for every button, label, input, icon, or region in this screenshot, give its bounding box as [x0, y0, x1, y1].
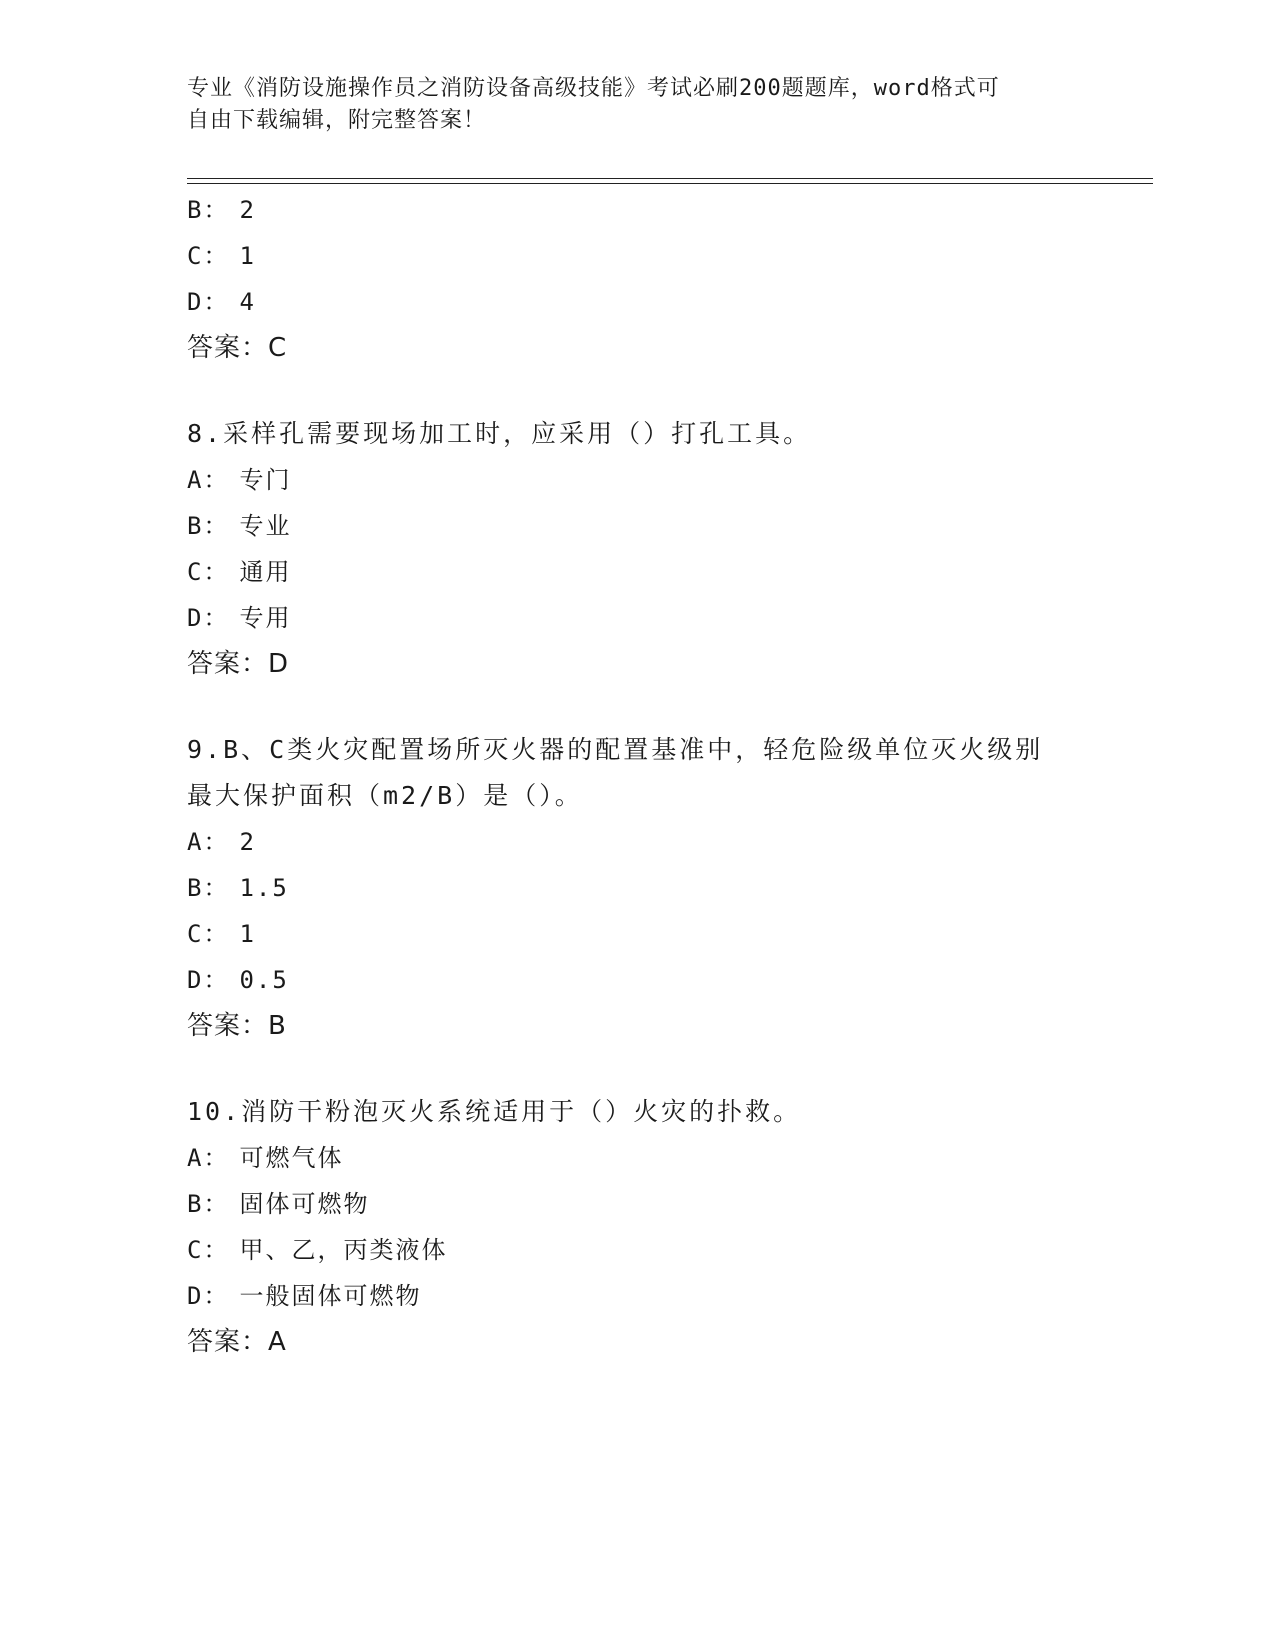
option-text: 2 [239, 196, 256, 224]
option-text: 固体可燃物 [239, 1190, 370, 1218]
header-divider-top [187, 178, 1153, 179]
option-text: 专门 [239, 466, 292, 494]
option-key: D： [187, 966, 230, 994]
answer-line: 答案：D [187, 649, 290, 679]
option-text: 4 [239, 288, 256, 316]
option-b [187, 865, 1087, 911]
question-stem: 10.消防干粉泡灭火系统适用于（）火灾的扑救。 [187, 1097, 802, 1126]
option-text: 通用 [239, 558, 292, 586]
option-key: A： [187, 828, 230, 856]
option-key: B： [187, 874, 230, 902]
option-text: 专用 [239, 604, 292, 632]
option-d [187, 279, 1087, 325]
option-text: 1 [239, 920, 256, 948]
option-c [187, 911, 1087, 957]
option-key: B： [187, 512, 230, 540]
question-8 [187, 411, 1087, 687]
option-d [187, 1273, 1087, 1319]
option-b [187, 187, 1087, 233]
header-divider-bottom [187, 183, 1153, 184]
option-key: D： [187, 288, 230, 316]
answer-line: 答案：B [187, 1011, 287, 1041]
option-key: D： [187, 604, 230, 632]
document-header [187, 73, 1067, 137]
question-stem-line-2: 最大保护面积（m2/B）是（）。 [187, 781, 583, 810]
option-text: 甲、乙，丙类液体 [239, 1236, 448, 1264]
option-text: 专业 [239, 512, 292, 540]
header-line-1: 专业《消防设施操作员之消防设备高级技能》考试必刷200题题库，word格式可 [187, 76, 1000, 101]
option-key: A： [187, 466, 230, 494]
answer-line: 答案：A [187, 1327, 287, 1357]
option-b [187, 503, 1087, 549]
partial-question [187, 187, 1087, 371]
option-key: C： [187, 558, 230, 586]
option-text: 1.5 [239, 874, 289, 902]
option-a [187, 1135, 1087, 1181]
answer-line: 答案：C [187, 333, 288, 363]
option-key: C： [187, 242, 230, 270]
question-9 [187, 727, 1087, 1049]
option-d [187, 595, 1087, 641]
option-key: C： [187, 920, 230, 948]
option-c [187, 1227, 1087, 1273]
header-line-2: 自由下载编辑，附完整答案！ [187, 108, 487, 133]
option-key: B： [187, 1190, 230, 1218]
option-text: 2 [239, 828, 256, 856]
option-key: D： [187, 1282, 230, 1310]
option-key: B： [187, 196, 230, 224]
option-key: C： [187, 1236, 230, 1264]
option-key: A： [187, 1144, 230, 1172]
question-10 [187, 1089, 1087, 1365]
option-text: 1 [239, 242, 256, 270]
option-text: 可燃气体 [239, 1144, 344, 1172]
question-stem: 8.采样孔需要现场加工时，应采用（）打孔工具。 [187, 419, 812, 448]
option-text: 一般固体可燃物 [239, 1282, 422, 1310]
option-d [187, 957, 1087, 1003]
option-c [187, 549, 1087, 595]
question-stem-line-1: 9.B、C类火灾配置场所灭火器的配置基准中，轻危险级单位灭火级别 [187, 735, 1044, 764]
option-text: 0.5 [239, 966, 289, 994]
option-a [187, 457, 1087, 503]
option-a [187, 819, 1087, 865]
option-b [187, 1181, 1087, 1227]
option-c [187, 233, 1087, 279]
